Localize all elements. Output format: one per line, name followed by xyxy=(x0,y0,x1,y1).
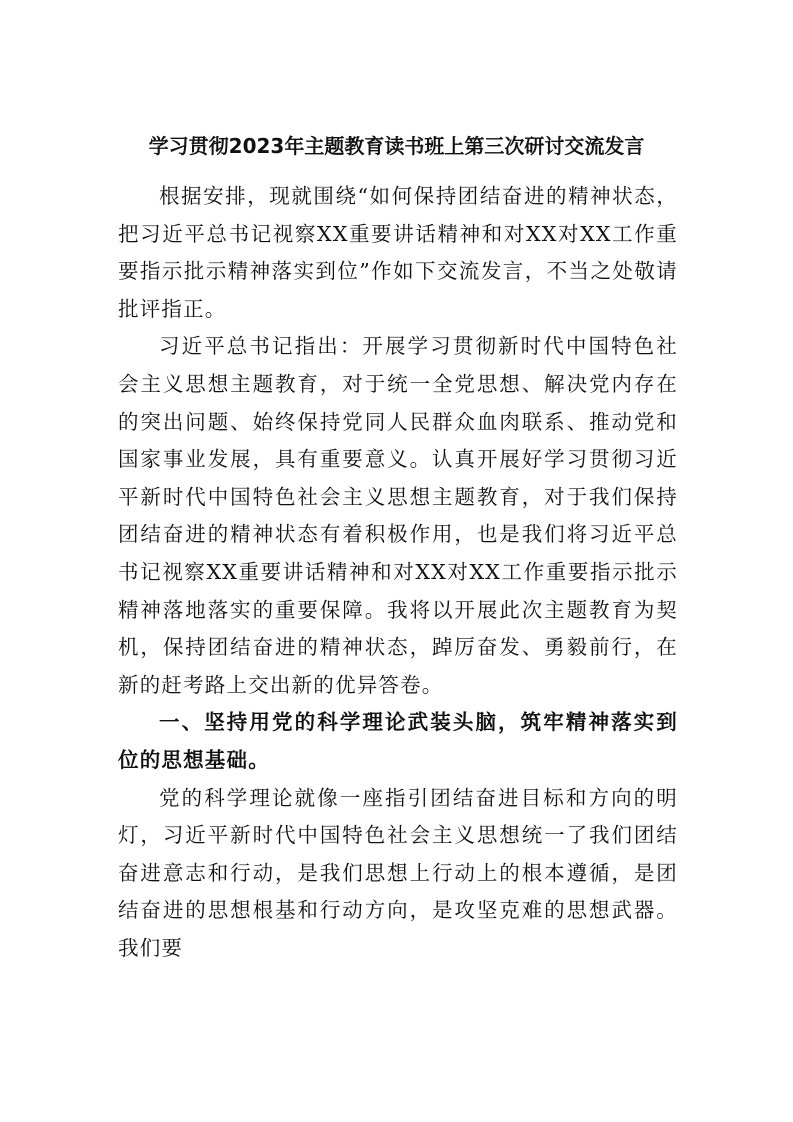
paragraph-quote: 习近平总书记指出：开展学习贯彻新时代中国特色社会主义思想主题教育，对于统一全党思想、解决党内存在的突出问题、始终保持党同人民群众血肉联系、推动党和国家事业发展，具有重要意义。认真开展好学习贯彻习近平新时代中国特色社会主义思想主题教育，对于我们保持团结奋进的精神状态有着积极作用，也是我们将习近平总书记视察XX重要讲话精神和对XX对XX工作重要指示批示精神落地落实的重要保障。我将以开展此次主题教育为契机，保持团结奋进的精神状态，踔厉奋发、勇毅前行，在新的赶考路上交出新的优异答卷。 xyxy=(118,334,678,697)
paragraph-intro: 根据安排，现就围绕“如何保持团结奋进的精神状态，把习近平总书记视察XX重要讲话精神和对XX对XX工作重要指示批示精神落实到位”作如下交流发言，不当之处敬请批评指正。 xyxy=(118,184,678,321)
document-title: 学习贯彻2023年主题教育读书班上第三次研讨交流发言 xyxy=(148,134,645,158)
document-body xyxy=(118,178,678,967)
section-heading-1: 一、坚持用党的科学理论武装头脑，筑牢精神落实到位的思想基础。 xyxy=(118,710,678,772)
paragraph-section-1: 党的科学理论就像一座指引团结奋进目标和方向的明灯，习近平新时代中国特色社会主义思想统一了我们团结奋进意志和行动，是我们思想上行动上的根本遵循，是团结奋进的思想根基和行动方向，是攻坚克难的思想武器。我们要 xyxy=(118,785,678,960)
